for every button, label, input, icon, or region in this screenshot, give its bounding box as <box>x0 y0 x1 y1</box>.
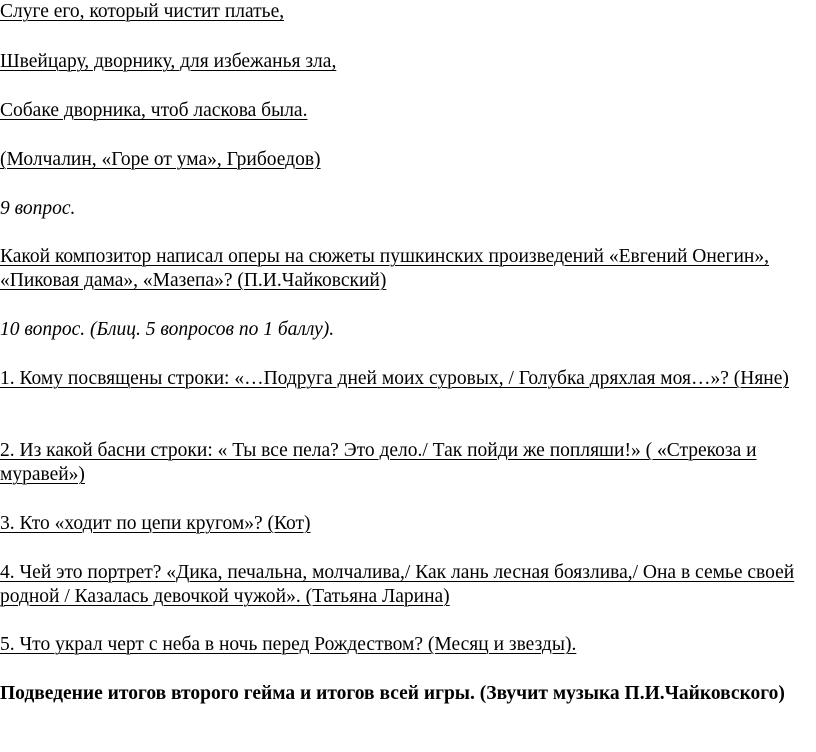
blitz-item-1: 1. Кому посвящены строки: «…Подруга дней моих суровых, / Голубка дряхлая моя…»? (Няне) <box>0 368 789 389</box>
summary-text: Подведение итогов второго гейма и итогов всей игры. (Звучит музыка П.И.Чайковского) <box>0 683 785 704</box>
poem-line-1: Слуге его, который чистит платье, <box>0 1 285 22</box>
blitz-item-4: 4. Чей это портрет? «Дика, печальна, молчалива,/ Как лань лесная боязлива,/ Она в семье своей родной / Казалась девочкой чужой». (Татьяна Ларина) <box>0 562 795 607</box>
poem-attribution: (Молчалин, «Горе от ума», Грибоедов) <box>0 149 321 170</box>
question-9-heading: 9 вопрос. <box>0 198 76 219</box>
poem-line-3: Собаке дворника, чтоб ласкова была. <box>0 100 308 121</box>
blitz-item-5: 5. Что украл черт с неба в ночь перед Рождеством? (Месяц и звезды). <box>0 634 577 655</box>
question-9-text: Какой композитор написал оперы на сюжеты пушкинских произведений «Евгений Онегин», «Пиковая дама», «Мазепа»? (П.И.Чайковский) <box>0 246 769 291</box>
question-10-heading: 10 вопрос. (Блиц. 5 вопросов по 1 баллу). <box>0 319 335 340</box>
blitz-item-3: 3. Кто «ходит по цепи кругом»? (Кот) <box>0 513 311 534</box>
blitz-item-2: 2. Из какой басни строки: « Ты все пела? Это дело./ Так пойди же попляши!» ( «Стрекоза и муравей») <box>0 440 757 485</box>
poem-line-2: Швейцару, дворнику, для избежанья зла, <box>0 51 337 72</box>
